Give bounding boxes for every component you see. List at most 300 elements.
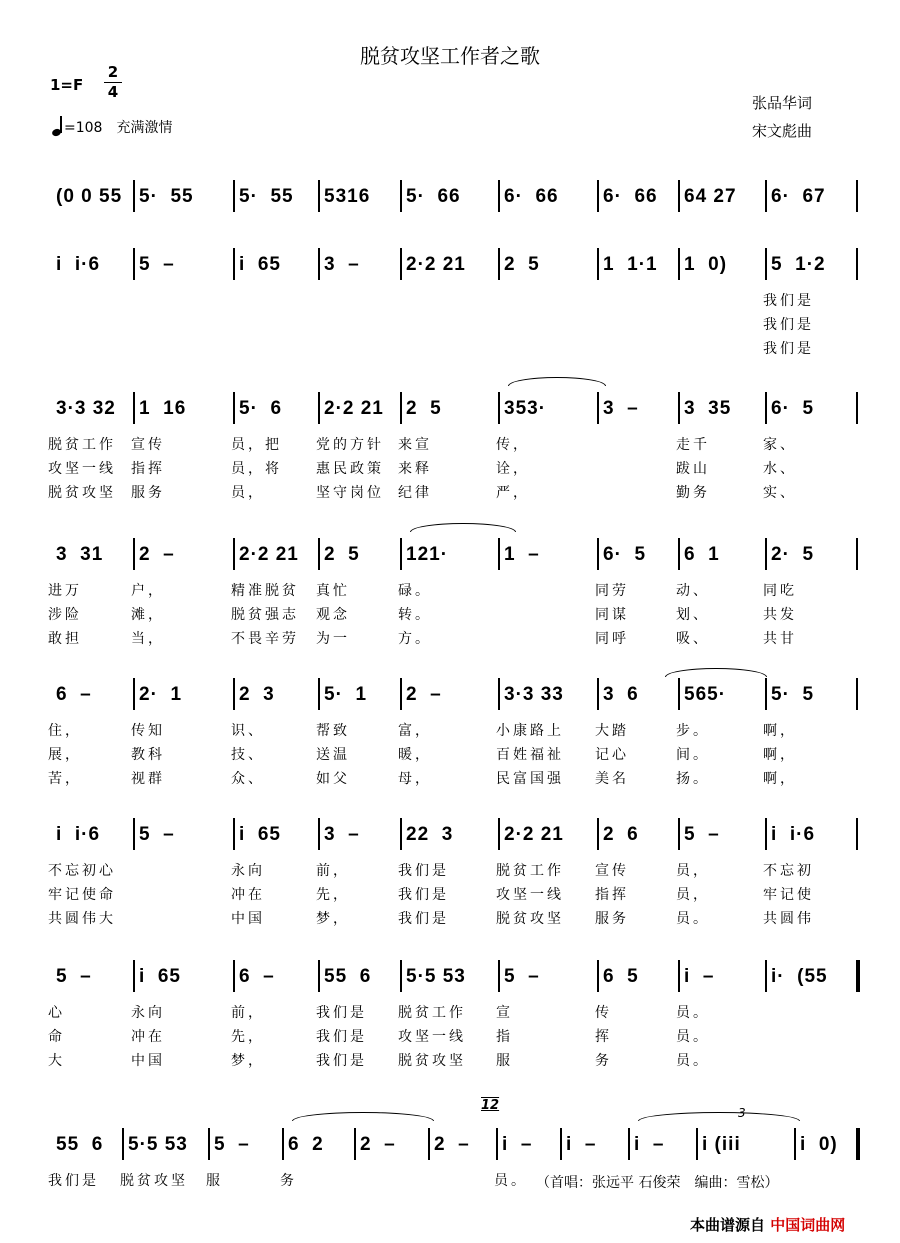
lyric-syllables: 脱贫工作 bbox=[398, 1005, 466, 1021]
measure-notes: 5· 5 bbox=[771, 684, 815, 705]
bar-line bbox=[133, 818, 135, 850]
bar-line bbox=[400, 180, 402, 212]
bar-line bbox=[233, 960, 235, 992]
lyric-syllables: 员， bbox=[676, 863, 710, 879]
lyric-syllables: 住， bbox=[48, 723, 82, 739]
lyric-syllables: 涉险 bbox=[48, 607, 82, 623]
lyric-syllables: 共圆伟 bbox=[763, 911, 814, 927]
page-title: 脱贫攻坚工作者之歌 bbox=[360, 44, 540, 68]
lyric-syllables: 不忘初心 bbox=[48, 863, 116, 879]
lyric-syllables: 员，将 bbox=[231, 461, 282, 477]
measure-notes: 5 1·2 bbox=[771, 254, 826, 275]
lyric-syllables: 服 bbox=[496, 1053, 513, 1069]
lyric-syllables: 我们是 bbox=[763, 341, 814, 357]
lyric-syllables: 技、 bbox=[231, 747, 265, 763]
lyric-syllables: 我们是 bbox=[398, 887, 449, 903]
bar-line bbox=[765, 538, 767, 570]
bar-line bbox=[498, 248, 500, 280]
lyric-syllables: 大踏 bbox=[595, 723, 629, 739]
measure-notes: 2· 1 bbox=[139, 684, 183, 705]
staff-line bbox=[40, 1128, 855, 1162]
bar-line bbox=[400, 538, 402, 570]
lyric-syllables: 勤务 bbox=[676, 485, 710, 501]
measure-notes: 1 1·1 bbox=[603, 254, 658, 275]
lyric-syllables: 啊， bbox=[763, 747, 797, 763]
measure-notes: 2 – bbox=[360, 1134, 396, 1155]
bar-line bbox=[678, 392, 680, 424]
bar-line bbox=[133, 392, 135, 424]
lyric-syllables: 我们是 bbox=[763, 293, 814, 309]
lyric-syllables: 牢记使 bbox=[763, 887, 814, 903]
lyric-syllables: 啊， bbox=[763, 771, 797, 787]
lyric-syllables: 脱贫攻坚 bbox=[120, 1173, 188, 1189]
measure-notes: 5 – bbox=[684, 824, 720, 845]
lyric-syllables: 转。 bbox=[398, 607, 432, 623]
lyric-syllables: 指挥 bbox=[595, 887, 629, 903]
footer-prefix: 本曲谱源自 bbox=[690, 1216, 766, 1234]
measure-notes: 6 – bbox=[239, 966, 275, 987]
bar-line bbox=[122, 1128, 124, 1160]
lyric-syllables: 我们是 bbox=[398, 863, 449, 879]
measure-notes: 2 6 bbox=[603, 824, 639, 845]
bar-line bbox=[498, 180, 500, 212]
bar-line bbox=[233, 248, 235, 280]
bar-line bbox=[678, 248, 680, 280]
bar-line bbox=[856, 818, 858, 850]
lyric-syllables: 同谋 bbox=[595, 607, 629, 623]
measure-notes: i – bbox=[684, 966, 715, 987]
lyric-syllables: 宣传 bbox=[595, 863, 629, 879]
bar-line bbox=[765, 818, 767, 850]
lyric-syllables: 梦， bbox=[316, 911, 350, 927]
measure-notes: 5 – bbox=[139, 824, 175, 845]
lyric-syllables: 指挥 bbox=[131, 461, 165, 477]
measure-notes: 3 6 bbox=[603, 684, 639, 705]
measure-notes: i 65 bbox=[239, 254, 281, 275]
bar-line bbox=[318, 248, 320, 280]
bar-line bbox=[597, 678, 599, 710]
lyric-verse-3 bbox=[44, 482, 844, 504]
lyric-syllables: 脱贫攻坚 bbox=[48, 485, 116, 501]
bar-line bbox=[400, 392, 402, 424]
lyric-syllables: 实、 bbox=[763, 485, 797, 501]
key-signature: 1=F bbox=[50, 76, 84, 94]
lyric-verse-3 bbox=[44, 768, 844, 790]
measure-notes: 1 – bbox=[504, 544, 540, 565]
staff-line bbox=[40, 960, 855, 994]
measure-notes: i – bbox=[502, 1134, 533, 1155]
footer-site: 中国词曲网 bbox=[770, 1216, 846, 1234]
measure-notes: 5· 66 bbox=[406, 186, 461, 207]
lyric-syllables: 脱贫攻坚 bbox=[496, 911, 564, 927]
lyric-syllables: 员。 bbox=[676, 911, 710, 927]
bar-line bbox=[696, 1128, 698, 1160]
lyric-syllables: 滩， bbox=[131, 607, 165, 623]
lyric-syllables: 家、 bbox=[763, 437, 797, 453]
lyric-verse-3 bbox=[44, 338, 844, 360]
measure-notes: 2 – bbox=[139, 544, 175, 565]
lyric-verse-2 bbox=[44, 744, 844, 766]
bar-line bbox=[628, 1128, 630, 1160]
bar-line bbox=[560, 1128, 562, 1160]
lyric-syllables: 同吃 bbox=[763, 583, 797, 599]
measure-notes: 5 – bbox=[139, 254, 175, 275]
lyric-syllables: 当， bbox=[131, 631, 165, 647]
lyric-verse-3 bbox=[44, 908, 844, 930]
lyric-syllables: 诠， bbox=[496, 461, 530, 477]
measure-notes: 5· 6 bbox=[239, 398, 283, 419]
measure-notes: 2 5 bbox=[406, 398, 442, 419]
measure-notes: i (iii bbox=[702, 1134, 741, 1155]
lyric-syllables: 务 bbox=[595, 1053, 612, 1069]
bar-line bbox=[318, 538, 320, 570]
lyric-syllables: 心 bbox=[48, 1005, 65, 1021]
bar-line bbox=[400, 248, 402, 280]
lyric-syllables: 富， bbox=[398, 723, 432, 739]
bar-line bbox=[678, 818, 680, 850]
bar-line bbox=[765, 180, 767, 212]
bar-line bbox=[856, 960, 860, 992]
measure-notes: 3 – bbox=[603, 398, 639, 419]
bar-line bbox=[597, 392, 599, 424]
measure-notes: i i·6 bbox=[56, 254, 101, 275]
measure-notes: 3 – bbox=[324, 824, 360, 845]
lyric-verse-2 bbox=[44, 1026, 844, 1048]
lyric-verse-2 bbox=[44, 604, 844, 626]
lyric-syllables: 识、 bbox=[231, 723, 265, 739]
lyric-syllables: 我们是 bbox=[316, 1053, 367, 1069]
lyric-syllables: 冲在 bbox=[131, 1029, 165, 1045]
bar-line bbox=[678, 678, 680, 710]
lyric-syllables: 跋山 bbox=[676, 461, 710, 477]
lyric-syllables: 服务 bbox=[131, 485, 165, 501]
bar-line bbox=[856, 678, 858, 710]
staff-line bbox=[40, 538, 855, 572]
measure-notes: 6 2 bbox=[288, 1134, 324, 1155]
lyric-syllables: 步。 bbox=[676, 723, 710, 739]
lyric-syllables: 员。 bbox=[676, 1053, 710, 1069]
measure-notes: 2 5 bbox=[504, 254, 540, 275]
bar-line bbox=[498, 538, 500, 570]
lyric-syllables: 服 bbox=[206, 1173, 223, 1189]
bar-line bbox=[765, 960, 767, 992]
lyric-syllables: 传知 bbox=[131, 723, 165, 739]
lyric-syllables: 方。 bbox=[398, 631, 432, 647]
bar-line bbox=[856, 180, 858, 212]
lyric-syllables: 冲在 bbox=[231, 887, 265, 903]
staff-line bbox=[40, 392, 855, 426]
lyricist-credit: 张品华词 bbox=[752, 94, 813, 112]
measure-notes: 3 35 bbox=[684, 398, 732, 419]
composer-credit: 宋文彪曲 bbox=[752, 122, 813, 140]
slur-mark bbox=[508, 377, 606, 386]
measure-notes: 2 – bbox=[406, 684, 442, 705]
lyric-syllables: 前， bbox=[316, 863, 350, 879]
measure-notes: 5 – bbox=[56, 966, 92, 987]
bar-line bbox=[318, 180, 320, 212]
lyric-verse-2 bbox=[44, 458, 844, 480]
lyric-syllables: 脱贫攻坚 bbox=[398, 1053, 466, 1069]
bar-line bbox=[133, 960, 135, 992]
measure-notes: 6· 5 bbox=[603, 544, 647, 565]
measure-notes: 2·2 21 bbox=[406, 254, 466, 275]
lyric-syllables: 苦， bbox=[48, 771, 82, 787]
lyric-syllables: 百姓福祉 bbox=[496, 747, 564, 763]
measure-notes: 5·5 53 bbox=[128, 1134, 188, 1155]
lyric-syllables: 不忘初 bbox=[763, 863, 814, 879]
bar-line bbox=[233, 180, 235, 212]
lyric-syllables: 先， bbox=[316, 887, 350, 903]
lyric-syllables: 中国 bbox=[231, 911, 265, 927]
lyric-syllables: 永向 bbox=[131, 1005, 165, 1021]
lyric-syllables: 水、 bbox=[763, 461, 797, 477]
measure-notes: 2 3 bbox=[239, 684, 275, 705]
measure-notes: 6 1 bbox=[684, 544, 720, 565]
lyric-syllables: 指 bbox=[496, 1029, 513, 1045]
time-signature bbox=[104, 64, 122, 101]
lyric-syllables: 划、 bbox=[676, 607, 710, 623]
measure-notes: 1 16 bbox=[139, 398, 187, 419]
lyric-syllables: 同劳 bbox=[595, 583, 629, 599]
measure-notes: 5 – bbox=[504, 966, 540, 987]
lyric-syllables: 坚守岗位 bbox=[316, 485, 384, 501]
lyric-syllables: 我们是 bbox=[48, 1173, 99, 1189]
lyric-syllables: 纪律 bbox=[398, 485, 432, 501]
bar-line bbox=[233, 818, 235, 850]
lyric-syllables: 美名 bbox=[595, 771, 629, 787]
lyric-syllables: 精准脱贫 bbox=[231, 583, 299, 599]
tempo-marking bbox=[52, 116, 172, 137]
bar-line bbox=[400, 960, 402, 992]
lyric-syllables: 我们是 bbox=[316, 1005, 367, 1021]
bar-line bbox=[233, 538, 235, 570]
lyric-verse-1 bbox=[44, 290, 844, 312]
lyric-syllables: 暖， bbox=[398, 747, 432, 763]
bar-line bbox=[678, 960, 680, 992]
measure-notes: i – bbox=[634, 1134, 665, 1155]
lyric-syllables: 命 bbox=[48, 1029, 65, 1045]
measure-notes: i 0) bbox=[800, 1134, 838, 1155]
lyric-syllables: 我们是 bbox=[316, 1029, 367, 1045]
bar-line bbox=[498, 960, 500, 992]
lyric-syllables: 攻坚一线 bbox=[398, 1029, 466, 1045]
lyric-syllables: 同呼 bbox=[595, 631, 629, 647]
bar-line bbox=[318, 818, 320, 850]
measure-notes: 64 27 bbox=[684, 186, 737, 207]
measure-notes: 2·2 21 bbox=[324, 398, 384, 419]
measure-notes: 5· 1 bbox=[324, 684, 368, 705]
lyric-syllables: 宣 bbox=[496, 1005, 513, 1021]
lyric-verse-1 bbox=[44, 434, 844, 456]
measure-notes: 55 6 bbox=[56, 1134, 104, 1155]
measure-notes: 2 – bbox=[434, 1134, 470, 1155]
measure-notes: 3 31 bbox=[56, 544, 104, 565]
bar-line bbox=[765, 248, 767, 280]
lyric-syllables: 宣传 bbox=[131, 437, 165, 453]
bar-line bbox=[794, 1128, 796, 1160]
time-bottom: 4 bbox=[107, 83, 119, 101]
slur-mark bbox=[410, 523, 516, 532]
measure-notes: (0 0 55 bbox=[56, 186, 123, 207]
measure-notes: 6· 67 bbox=[771, 186, 826, 207]
bar-line bbox=[233, 678, 235, 710]
lyric-syllables: 母， bbox=[398, 771, 432, 787]
quarter-note-icon bbox=[52, 116, 64, 136]
lyric-verse-3 bbox=[44, 628, 844, 650]
lyric-syllables: 先， bbox=[231, 1029, 265, 1045]
measure-notes: 22 3 bbox=[406, 824, 454, 845]
lyric-syllables: 碌。 bbox=[398, 583, 432, 599]
bar-line bbox=[318, 960, 320, 992]
lyric-syllables: 中国 bbox=[131, 1053, 165, 1069]
bar-line bbox=[856, 248, 858, 280]
measure-notes: 6 – bbox=[56, 684, 92, 705]
lyric-verse-3 bbox=[44, 1050, 844, 1072]
measure-notes: 3 – bbox=[324, 254, 360, 275]
lyric-syllables: 务 bbox=[280, 1173, 297, 1189]
measure-notes: 121· bbox=[406, 544, 449, 565]
measure-notes: 6 5 bbox=[603, 966, 639, 987]
lyric-syllables: 员， bbox=[231, 485, 265, 501]
bar-line bbox=[496, 1128, 498, 1160]
lyric-syllables: 间。 bbox=[676, 747, 710, 763]
bar-line bbox=[133, 180, 135, 212]
lyric-syllables: 永向 bbox=[231, 863, 265, 879]
measure-notes: 2 5 bbox=[324, 544, 360, 565]
lyric-syllables: 攻坚一线 bbox=[48, 461, 116, 477]
bar-line bbox=[133, 678, 135, 710]
bar-line bbox=[498, 818, 500, 850]
measure-notes: i – bbox=[566, 1134, 597, 1155]
measure-notes: 5316 bbox=[324, 186, 371, 207]
lyric-syllables: 帮致 bbox=[316, 723, 350, 739]
measure-notes: i 65 bbox=[239, 824, 281, 845]
bar-line bbox=[318, 678, 320, 710]
lyric-syllables: 攻坚一线 bbox=[496, 887, 564, 903]
bar-line bbox=[428, 1128, 430, 1160]
lyric-syllables: 走千 bbox=[676, 437, 710, 453]
lyric-syllables: 传 bbox=[595, 1005, 612, 1021]
lyric-syllables: 梦， bbox=[231, 1053, 265, 1069]
measure-notes: 3·3 32 bbox=[56, 398, 116, 419]
lyric-syllables: 为一 bbox=[316, 631, 350, 647]
measure-notes: i· (55 bbox=[771, 966, 828, 987]
bar-line bbox=[354, 1128, 356, 1160]
lyric-syllables: 严， bbox=[496, 485, 530, 501]
lyric-syllables: 共甘 bbox=[763, 631, 797, 647]
lyric-syllables: 进万 bbox=[48, 583, 82, 599]
lyric-syllables: 共圆伟大 bbox=[48, 911, 116, 927]
lyric-syllables: 扬。 bbox=[676, 771, 710, 787]
bar-line bbox=[133, 248, 135, 280]
lyric-syllables: 员，把 bbox=[231, 437, 282, 453]
bar-line bbox=[856, 392, 858, 424]
lyric-syllables: 我们是 bbox=[398, 911, 449, 927]
lyric-syllables: 如父 bbox=[316, 771, 350, 787]
lyric-syllables: 前， bbox=[231, 1005, 265, 1021]
lyric-syllables: 来释 bbox=[398, 461, 432, 477]
bar-line bbox=[678, 180, 680, 212]
measure-notes: i i·6 bbox=[771, 824, 816, 845]
time-top: 2 bbox=[107, 63, 119, 81]
staff-line bbox=[40, 818, 855, 852]
bar-line bbox=[400, 678, 402, 710]
slur-mark bbox=[638, 1112, 800, 1121]
measure-notes: 5· 55 bbox=[139, 186, 194, 207]
staff-line bbox=[40, 180, 855, 214]
lyric-syllables: 脱贫工作 bbox=[496, 863, 564, 879]
measure-notes: i 65 bbox=[139, 966, 181, 987]
lyric-syllables: 脱贫强志 bbox=[231, 607, 299, 623]
bar-line bbox=[765, 678, 767, 710]
lyric-syllables: 员， bbox=[676, 887, 710, 903]
lyric-syllables: 教科 bbox=[131, 747, 165, 763]
lyric-syllables: 吸、 bbox=[676, 631, 710, 647]
lyric-syllables: 大 bbox=[48, 1053, 65, 1069]
lyric-syllables: 动、 bbox=[676, 583, 710, 599]
lyric-verse-1 bbox=[44, 720, 844, 742]
lyric-syllables: 脱贫工作 bbox=[48, 437, 116, 453]
bar-line bbox=[597, 538, 599, 570]
volta-marker: 12 bbox=[481, 1098, 500, 1113]
lyric-syllables: 记心 bbox=[595, 747, 629, 763]
lyric-syllables: 敢担 bbox=[48, 631, 82, 647]
lyric-syllables: 展， bbox=[48, 747, 82, 763]
lyric-verse-1 bbox=[44, 580, 844, 602]
lyric-syllables: 员。 bbox=[494, 1173, 528, 1189]
lyric-syllables: 户， bbox=[131, 583, 165, 599]
lyric-syllables: 服务 bbox=[595, 911, 629, 927]
bar-line bbox=[133, 538, 135, 570]
lyric-syllables: 观念 bbox=[316, 607, 350, 623]
slur-mark bbox=[665, 668, 767, 677]
lyric-syllables: 共发 bbox=[763, 607, 797, 623]
measure-notes: 5 – bbox=[214, 1134, 250, 1155]
triplet-marker: 3 bbox=[738, 1106, 746, 1120]
measure-notes: 6· 66 bbox=[504, 186, 559, 207]
lyric-verse-2 bbox=[44, 884, 844, 906]
bar-line bbox=[233, 392, 235, 424]
lyric-verse-1 bbox=[44, 1002, 844, 1024]
measure-notes: 6· 66 bbox=[603, 186, 658, 207]
measure-notes: 1 0) bbox=[684, 254, 728, 275]
lyric-verse-2 bbox=[44, 314, 844, 336]
measure-notes: 5·5 53 bbox=[406, 966, 466, 987]
measure-notes: 55 6 bbox=[324, 966, 372, 987]
bar-line bbox=[498, 678, 500, 710]
measure-notes: 5· 55 bbox=[239, 186, 294, 207]
measure-notes: i i·6 bbox=[56, 824, 101, 845]
bar-line bbox=[400, 818, 402, 850]
lyric-syllables: 员。 bbox=[676, 1029, 710, 1045]
lyric-syllables: 党的方针 bbox=[316, 437, 384, 453]
performer-credit: （首唱：张远平 石俊荣 编曲：雪松） bbox=[536, 1175, 779, 1191]
bar-line bbox=[765, 392, 767, 424]
measure-notes: 2·2 21 bbox=[239, 544, 299, 565]
bar-line bbox=[318, 392, 320, 424]
lyric-syllables: 送温 bbox=[316, 747, 350, 763]
bar-line bbox=[856, 538, 858, 570]
measure-notes: 353· bbox=[504, 398, 547, 419]
lyric-syllables: 我们是 bbox=[763, 317, 814, 333]
staff-line bbox=[40, 248, 855, 282]
lyric-syllables: 员。 bbox=[676, 1005, 710, 1021]
measure-notes: 3·3 33 bbox=[504, 684, 564, 705]
lyric-syllables: 小康路上 bbox=[496, 723, 564, 739]
lyric-syllables: 不畏辛劳 bbox=[231, 631, 299, 647]
staff-line bbox=[40, 678, 855, 712]
lyric-syllables: 牢记使命 bbox=[48, 887, 116, 903]
